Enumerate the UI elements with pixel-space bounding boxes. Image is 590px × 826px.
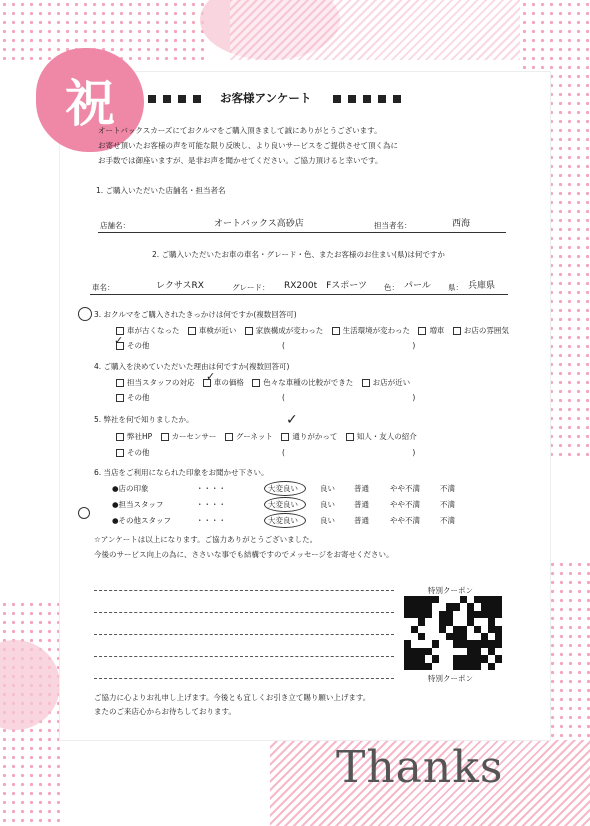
q4-option-2: 車の価格 [213,378,244,387]
q3-option-1: 車が古くなった [127,326,180,335]
qr-module [439,663,446,670]
page-title: お客様アンケート [220,91,312,105]
q6-r2-scale-4: やや不満 [390,500,420,509]
q4-option-1: 担当スタッフの対応 [127,378,195,387]
closing-line-1: ☆アンケートは以上になります。ご協力ありがとうございました。 [94,535,318,544]
qr-module [418,618,425,625]
qr-module [453,663,460,670]
qr-module [418,655,425,662]
qr-module [432,663,439,670]
qr-module [404,596,411,603]
q1-question: 1. ご購入いただいた店舗名・担当者名 [96,186,226,195]
qr-module [418,648,425,655]
q6-row-3-label: ●その他スタッフ [112,516,172,525]
q5-other-label: その他 [127,448,150,457]
q6-r1-scale-5: 不満 [440,484,455,493]
qr-module [425,626,432,633]
qr-module [467,596,474,603]
qr-module [411,596,418,603]
message-line-4 [94,656,394,657]
q1-staff-label: 担当者名： [374,221,412,230]
qr-module [432,611,439,618]
q6-r3-scale-4: やや不満 [390,516,420,525]
q1-store-label: 店舗名： [100,221,130,230]
checkbox [418,327,426,335]
qr-module [411,611,418,618]
qr-module [495,603,502,610]
q2-pref-value: 兵庫県 [468,281,496,291]
checkbox [346,433,354,441]
qr-module [467,611,474,618]
qr-module [418,626,425,633]
q2-grade-value: RX200t Fスポーツ [284,281,367,291]
message-line-3 [94,634,394,635]
q3-question: 3. おクルマをご購入されたきっかけは何ですか(複数回答可) [94,310,297,319]
coupon-label-bottom: 特別クーポン [428,674,473,683]
q4-other-label: その他 [127,393,150,402]
qr-module [439,655,446,662]
q5-option-4: 通りがかって [292,432,338,441]
checkbox [245,327,253,335]
message-line-1 [94,590,394,591]
footer-line-1: ご協力に心よりお礼申し上げます。今後とも宜しくお引き立て賜り願い上げます。 [94,693,371,702]
q4-other-row [116,393,150,402]
q6-row-2-dots: ・・・・ [196,500,226,509]
qr-module [495,618,502,625]
celebration-kanji: 祝 [65,74,115,133]
qr-module [488,663,495,670]
q3-circle-mark [78,307,92,321]
q6-r3-scale-3: 普通 [354,516,369,525]
qr-module [446,648,453,655]
qr-module [432,633,439,640]
qr-module [418,596,425,603]
q6-r1-scale-3: 普通 [354,484,369,493]
qr-module [425,611,432,618]
qr-module [404,663,411,670]
q3-option-5: 増車 [429,326,445,335]
qr-module [404,611,411,618]
checkbox [453,327,461,335]
q6-row-3-dots: ・・・・ [196,516,226,525]
q3-option-6: お店の雰囲気 [463,326,509,335]
checkbox [116,433,124,441]
qr-module [446,618,453,625]
qr-module [495,596,502,603]
qr-module [495,655,502,662]
q4-option-3: 色々な車種の比較ができた [263,378,354,387]
footer-line-2: またのご来店心からお待ちしております。 [94,707,236,716]
q2-grade-label: グレード： [232,283,270,292]
qr-module [474,603,481,610]
qr-module [439,618,446,625]
qr-module [453,648,460,655]
qr-module [453,655,460,662]
q6-r3-scale-2: 良い [320,516,335,525]
qr-module [488,603,495,610]
qr-module [432,603,439,610]
qr-module [488,655,495,662]
q3-paren: ( ) [282,341,416,350]
qr-module [446,596,453,603]
intro-line-1: オートバックスカーズにておクルマをご購入頂きまして誠にありがとうございます。 [98,126,382,135]
qr-module [460,633,467,640]
q6-r1-scale-1: 大変良い [268,484,298,493]
q3-other-label: その他 [127,341,150,350]
qr-module [432,626,439,633]
qr-module [467,640,474,647]
q5-option-3: グーネット [235,432,273,441]
q5-option-2: カーセンサー [171,432,217,441]
qr-module [432,618,439,625]
checkbox [116,379,124,387]
qr-module [467,626,474,633]
qr-module [453,603,460,610]
qr-module [404,633,411,640]
q6-r1-scale-4: やや不満 [390,484,420,493]
q1-underline [98,232,506,233]
q6-r2-selected-circle [264,497,306,512]
qr-module [495,633,502,640]
qr-module [460,640,467,647]
qr-module [481,596,488,603]
q6-r3-selected-circle [264,513,306,528]
qr-module [460,618,467,625]
qr-module [488,618,495,625]
qr-module [488,633,495,640]
qr-module [474,663,481,670]
q2-pref-label: 県： [448,283,463,292]
qr-module [467,618,474,625]
qr-module [488,611,495,618]
q6-r1-selected-circle [264,481,306,496]
q6-row-2-label: ●担当スタッフ [112,500,164,509]
qr-module [481,626,488,633]
qr-module [495,663,502,670]
qr-code-icon[interactable] [404,596,502,670]
qr-module [460,603,467,610]
q2-car-label: 車名： [92,283,115,292]
qr-module [446,611,453,618]
coupon-label-top: 特別クーポン [428,586,473,595]
margin-circle-mark [78,507,90,519]
qr-module [425,655,432,662]
qr-module [418,633,425,640]
q2-color-label: 色： [384,283,399,292]
qr-module [425,640,432,647]
celebration-stamp [36,48,144,152]
qr-module [425,596,432,603]
qr-module [411,626,418,633]
qr-module [439,603,446,610]
qr-module [453,618,460,625]
checkbox [188,327,196,335]
qr-module [439,640,446,647]
qr-module [488,648,495,655]
q2-underline [90,294,508,295]
qr-module [495,611,502,618]
qr-module [446,640,453,647]
qr-module [460,655,467,662]
q6-r2-scale-2: 良い [320,500,335,509]
q2-color-value: パール [404,281,431,291]
qr-module [446,655,453,662]
qr-module [439,626,446,633]
q4-option-4: お店が近い [372,378,411,387]
checkbox [362,379,370,387]
q5-check-mark: ✓ [286,412,298,428]
q5-question: 5. 弊社を何で知りましたか。 [94,415,194,424]
q3-check-mark: ✓ [114,334,124,347]
qr-module [404,655,411,662]
qr-module [453,611,460,618]
q6-r2-scale-3: 普通 [354,500,369,509]
checkbox [116,394,124,402]
qr-module [432,596,439,603]
qr-module [481,640,488,647]
qr-module [481,633,488,640]
qr-module [439,611,446,618]
qr-module [460,663,467,670]
q1-staff-value: 西海 [452,219,471,229]
qr-module [460,596,467,603]
qr-module [467,663,474,670]
qr-module [439,596,446,603]
qr-module [474,655,481,662]
qr-module [488,640,495,647]
qr-module [460,648,467,655]
qr-module [488,626,495,633]
qr-module [432,648,439,655]
qr-module [404,603,411,610]
qr-module [488,596,495,603]
qr-module [446,633,453,640]
qr-module [467,633,474,640]
checkbox [116,449,124,457]
qr-module [411,618,418,625]
qr-module [481,618,488,625]
q6-r3-scale-1: 大変良い [268,516,298,525]
q2-car-value: レクサスRX [156,281,204,291]
qr-module [453,633,460,640]
thanks-text: Thanks [336,742,504,793]
checkbox [281,433,289,441]
qr-module [474,596,481,603]
qr-module [474,633,481,640]
qr-module [418,663,425,670]
qr-module [411,640,418,647]
qr-module [404,618,411,625]
q3-option-4: 生活環境が変わった [342,326,411,335]
qr-module [495,640,502,647]
qr-module [425,618,432,625]
q3-options [116,326,509,335]
q4-paren: ( ) [282,393,416,402]
qr-module [404,648,411,655]
q2-question: 2. ご購入いただいたお車の車名・グレード・色、またお客様のお住まい(県)は何ですか [152,250,445,259]
q6-r1-scale-2: 良い [320,484,335,493]
qr-module [467,603,474,610]
qr-module [411,655,418,662]
qr-module [418,611,425,618]
q5-option-1: 弊社HP [127,432,153,441]
q6-r2-scale-1: 大変良い [268,500,298,509]
qr-module [446,663,453,670]
intro-line-2: お寄せ頂いたお客様の声を可能な限り反映し、より良いサービスをご提供させて頂く為に [98,141,398,150]
q6-row-1-dots: ・・・・ [196,484,226,493]
qr-module [495,626,502,633]
q4-question: 4. ご購入を決めていただいた理由は何ですか(複数回答可) [94,362,290,371]
title-row [148,90,408,106]
qr-module [495,648,502,655]
qr-module [404,626,411,633]
q4-options [116,378,410,387]
q5-options [116,432,417,441]
qr-module [481,648,488,655]
qr-module [481,663,488,670]
qr-module [460,611,467,618]
q3-option-2: 車検が近い [198,326,237,335]
qr-module [446,626,453,633]
message-line-2 [94,612,394,613]
qr-module [425,663,432,670]
qr-module [411,648,418,655]
qr-module [432,640,439,647]
qr-module [474,618,481,625]
q1-store-value: オートバックス高砂店 [214,219,304,229]
qr-module [425,633,432,640]
qr-module [404,640,411,647]
qr-module [425,648,432,655]
qr-module [467,655,474,662]
checkbox [332,327,340,335]
qr-module [418,640,425,647]
checkbox [161,433,169,441]
qr-module [474,626,481,633]
qr-module [411,663,418,670]
q6-question: 6. 当店をご利用になられた印象をお聞かせ下さい。 [94,468,269,477]
message-line-5 [94,678,394,679]
qr-module [453,626,460,633]
qr-module [481,655,488,662]
checkbox [252,379,260,387]
qr-module [453,596,460,603]
q5-paren: ( ) [282,448,416,457]
checkbox [225,433,233,441]
qr-module [460,626,467,633]
intro-line-3: お手数では御座いますが、是非お声を聞かせてください。ご協力頂けると幸いです。 [98,156,383,165]
qr-module [439,648,446,655]
q5-option-5: 知人・友人の紹介 [356,432,417,441]
q6-r2-scale-5: 不満 [440,500,455,509]
qr-module [481,603,488,610]
q4-check-mark: ✓ [206,370,216,383]
q6-row-1-label: ●店の印象 [112,484,149,493]
q5-other-row [116,448,150,457]
qr-module [446,603,453,610]
q3-option-3: 家族構成が変わった [255,326,324,335]
qr-module [411,603,418,610]
qr-module [418,603,425,610]
qr-module [411,633,418,640]
qr-module [474,640,481,647]
qr-module [453,640,460,647]
qr-module [481,611,488,618]
qr-module [474,648,481,655]
qr-module [439,633,446,640]
qr-module [474,611,481,618]
q6-r3-scale-5: 不満 [440,516,455,525]
qr-module [425,603,432,610]
qr-module [432,655,439,662]
qr-module [467,648,474,655]
closing-line-2: 今後のサービス向上の為に、ささいな事でも結構ですのでメッセージをお寄せください。 [94,550,394,559]
